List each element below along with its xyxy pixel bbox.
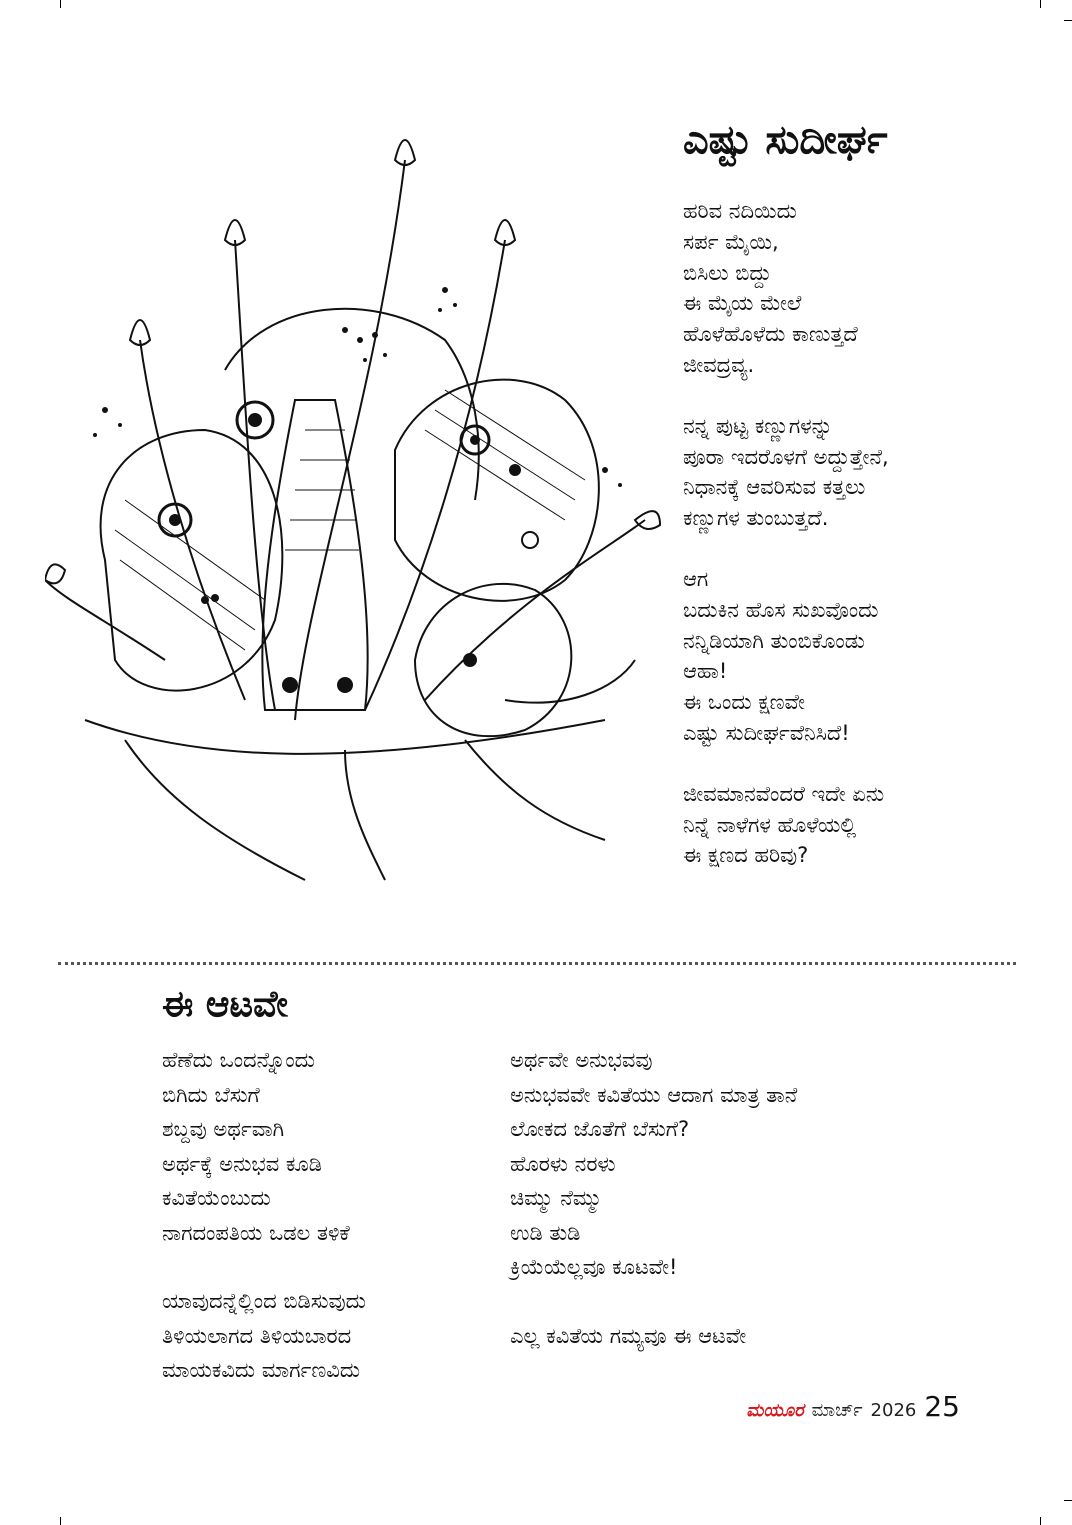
crop-mark-bottom-left xyxy=(60,1517,61,1525)
poem-line: ಆಹಾ! xyxy=(683,659,728,684)
poem-line: ಅರ್ಥವೇ ಅನುಭವವು xyxy=(510,1048,653,1072)
poem-body xyxy=(683,196,1053,901)
poem-line: ಕವಿತೆಯೆಂಬುದು xyxy=(162,1186,271,1210)
poem-line: ನಿನ್ನೆ ನಾಳೆಗಳ ಹೊಳೆಯಲ್ಲಿ xyxy=(683,812,857,837)
poem-line: ಕ್ರಿಯೆಯೆಲ್ಲವೂ ಕೂಟವೇ! xyxy=(510,1255,678,1279)
issue-month: ಮಾರ್ಚ್ xyxy=(811,1400,863,1421)
stanza xyxy=(162,1284,492,1388)
poem-line: ಯಾವುದನ್ನೆಲ್ಲಿಂದ ಬಿಡಿಸುವುದು xyxy=(162,1289,366,1313)
stanza xyxy=(683,196,1053,381)
poem-line: ಉಡಿ ತುಡಿ xyxy=(510,1220,581,1245)
poem-line: ಹೊರಳು ನರಳು xyxy=(510,1151,616,1176)
crop-mark-right-upper xyxy=(1064,20,1072,21)
poem-line: ಲೋಕದ ಜೊತೆಗೆ ಬೆಸುಗೆ? xyxy=(510,1117,690,1141)
stanza xyxy=(162,1043,492,1250)
poem-line: ಹೆಣೆದು ಒಂದನ್ನೊಂದು xyxy=(162,1048,315,1072)
poem-line: ಅರ್ಥಕ್ಕೆ ಅನುಭವ ಕೂಡಿ xyxy=(162,1151,323,1176)
poem-line: ಬಿಗಿದು ಬೆಸುಗೆ xyxy=(162,1082,260,1107)
poem-line: ಎಷ್ಟು ಸುದೀರ್ಘವೆನಿಸಿದೆ! xyxy=(683,720,850,745)
poem-line: ಮಾಯಕವಿದು ಮಾರ್ಗಣವಿದು xyxy=(162,1358,361,1382)
poem-line: ಬಿಸಿಲು ಬಿದ್ದು xyxy=(683,260,772,285)
crop-mark-right-lower xyxy=(1064,1500,1072,1501)
poem-line: ಶಬ್ದವು ಅರ್ಥವಾಗಿ xyxy=(162,1117,285,1141)
poem-line: ಕಣ್ಣುಗಳ ತುಂಬುತ್ತದೆ. xyxy=(683,506,829,531)
poem-line: ಎಲ್ಲ ಕವಿತೆಯ ಗಮ್ಯವೂ ಈ ಆಟವೇ xyxy=(510,1323,747,1348)
ink-drawing-illustration xyxy=(45,100,665,890)
poem-line: ಆಗ xyxy=(683,566,709,591)
poem-line: ತಿಳಿಯಲಾಗದ ತಿಳಿಯಬಾರದ xyxy=(162,1323,352,1348)
stanza xyxy=(683,411,1053,534)
page-footer xyxy=(746,1390,960,1430)
page-number: 25 xyxy=(924,1390,960,1423)
poem-line: ಹೊಳೆಹೊಳೆದು ಕಾಣುತ್ತದೆ xyxy=(683,322,858,347)
poem-line: ಸರ್ಪ ಮೈಯಿ, xyxy=(683,229,779,254)
poem-line: ಬದುಕಿನ ಹೊಸ ಸುಖವೊಂದು xyxy=(683,597,879,622)
poem-line: ಚಿಮ್ಮು ನೆಮ್ಮು xyxy=(510,1186,603,1210)
poem-line: ಜೀವದ್ರವ್ಯ. xyxy=(683,352,755,377)
crop-mark-top-left xyxy=(60,0,61,8)
poem2-column-left xyxy=(162,1043,492,1422)
poem-line: ನಾಗದಂಪತಿಯ ಒಡಲ ತಳಿಕೆ xyxy=(162,1220,350,1245)
stanza xyxy=(683,564,1053,749)
poem-title-eshtu-sudeergha: ಎಷ್ಟು ಸುದೀರ್ಘ xyxy=(683,117,888,163)
poem-line: ನನ್ನಿಡಿಯಾಗಿ ತುಂಬಿಕೊಂಡು xyxy=(683,628,865,653)
poem-line: ಜೀವಮಾನವೆಂದರೆ ಇದೇ ಏನು xyxy=(683,781,885,806)
poem-line: ನಿಧಾನಕ್ಕೆ ಆವರಿಸುವ ಕತ್ತಲು xyxy=(683,475,866,500)
dotted-divider xyxy=(58,962,1016,965)
crop-mark-bottom-right xyxy=(1040,1517,1041,1525)
stanza xyxy=(683,779,1053,871)
magazine-brand: ಮಯೂರ xyxy=(746,1400,804,1421)
poem-line: ಹರಿವ ನದಿಯಿದು xyxy=(683,199,797,223)
poem-line: ಈ ಮೈಯ ಮೇಲೆ xyxy=(683,291,802,316)
poem-line: ಈ ಕ್ಷಣದ ಹರಿವು? xyxy=(683,843,809,868)
poem-line: ಈ ಒಂದು ಕ್ಷಣವೇ xyxy=(683,690,805,715)
stanza xyxy=(510,1319,980,1354)
poem-title-ee-aatave: ಈ ಆಟವೇ xyxy=(162,984,288,1025)
poem-line: ಅನುಭವವೇ ಕವಿತೆಯು ಆದಾಗ ಮಾತ್ರ ತಾನೆ xyxy=(510,1082,798,1107)
crop-mark-top-right xyxy=(1040,0,1041,8)
issue-year: 2026 xyxy=(870,1400,917,1421)
stanza xyxy=(510,1043,980,1285)
poem2-column-right xyxy=(510,1043,980,1387)
poem-line: ಪೂರಾ ಇದರೊಳಗೆ ಅದ್ದುತ್ತೇನೆ, xyxy=(683,444,889,469)
poem-line: ನನ್ನ ಪುಟ್ಟ ಕಣ್ಣುಗಳನ್ನು xyxy=(683,413,833,438)
